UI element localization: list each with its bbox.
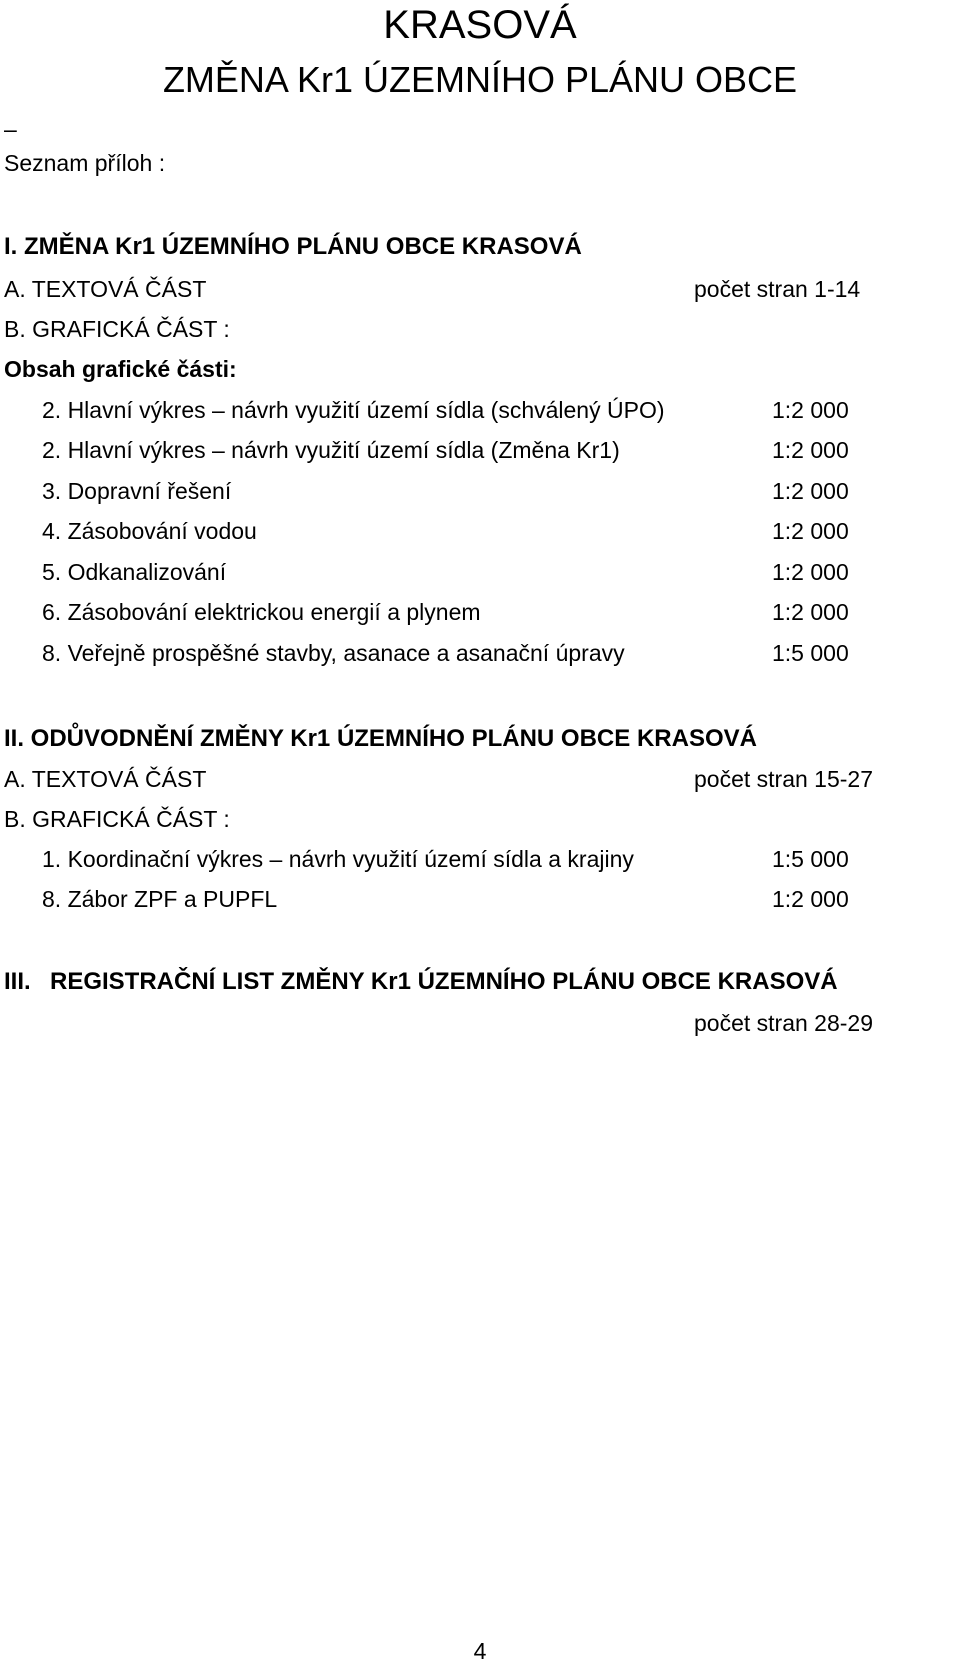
section1-item-label: 6. Zásobování elektrickou energií a plynem [42, 599, 481, 625]
section1-heading: I. ZMĚNA Kr1 ÚZEMNÍHO PLÁNU OBCE KRASOVÁ [4, 233, 582, 260]
dash-mark: – [4, 116, 17, 142]
section2-item-scale: 1:5 000 [772, 846, 849, 872]
section2-item-label: 1. Koordinační výkres – návrh využití území sídla a krajiny [42, 846, 634, 872]
section3-pages: počet stran 28-29 [694, 1010, 874, 1036]
section1-item-scale: 1:2 000 [772, 437, 849, 463]
section1-item-scale: 1:2 000 [772, 518, 849, 544]
section2-text-part-pages: počet stran 15-27 [694, 766, 874, 792]
section2-graphic-part-label: B. GRAFICKÁ ČÁST : [4, 806, 230, 832]
attachments-intro: Seznam příloh : [4, 150, 166, 176]
section2-heading: II. ODŮVODNĚNÍ ZMĚNY Kr1 ÚZEMNÍHO PLÁNU OBCE KRASOVÁ [4, 725, 757, 752]
section1-item-scale: 1:5 000 [772, 640, 849, 666]
section1-graphic-part-label: B. GRAFICKÁ ČÁST : [4, 316, 230, 342]
section1-item-label: 5. Odkanalizování [42, 559, 227, 585]
section1-item-label: 8. Veřejně prospěšné stavby, asanace a asanační úpravy [42, 640, 625, 666]
section1-item-scale: 1:2 000 [772, 599, 849, 625]
section1-item-scale: 1:2 000 [772, 559, 849, 585]
section1-text-part-label: A. TEXTOVÁ ČÁST [4, 276, 207, 302]
section1-item-scale: 1:2 000 [772, 397, 849, 423]
document-title-line2: ZMĚNA Kr1 ÚZEMNÍHO PLÁNU OBCE [162, 59, 798, 100]
section1-item-label: 2. Hlavní výkres – návrh využití území sídla (Změna Kr1) [42, 437, 620, 463]
section2-text-part-label: A. TEXTOVÁ ČÁST [4, 766, 207, 792]
section1-item-scale: 1:2 000 [772, 478, 849, 504]
section1-contents-label: Obsah grafické části: [4, 356, 237, 382]
section3-heading-number: III. [4, 968, 31, 995]
section2-item-scale: 1:2 000 [772, 886, 849, 912]
section3-heading: REGISTRAČNÍ LIST ZMĚNY Kr1 ÚZEMNÍHO PLÁNU OBCE KRASOVÁ [50, 968, 838, 995]
section1-item-label: 2. Hlavní výkres – návrh využití území sídla (schválený ÚPO) [42, 397, 665, 423]
section1-item-label: 4. Zásobování vodou [42, 518, 257, 544]
document-title-line1: KRASOVÁ [383, 3, 577, 47]
section1-item-label: 3. Dopravní řešení [42, 478, 232, 504]
page-number: 4 [473, 1638, 487, 1664]
section1-text-part-pages: počet stran 1-14 [694, 276, 861, 302]
section2-item-label: 8. Zábor ZPF a PUPFL [42, 886, 278, 912]
